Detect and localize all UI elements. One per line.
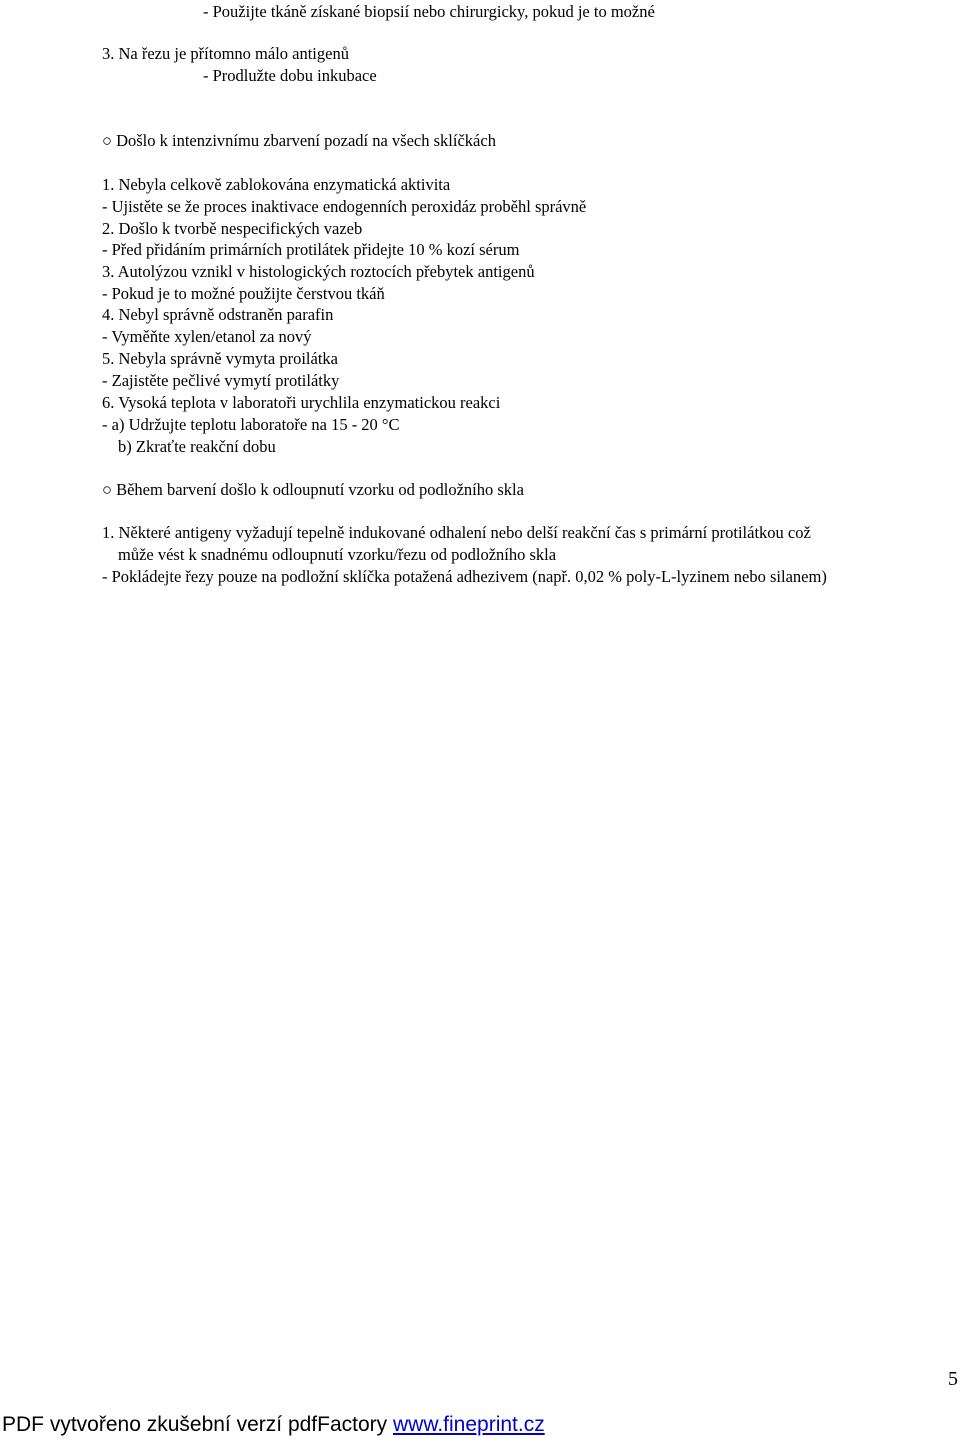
text-line: - Vyměňte xylen/etanol za nový (102, 327, 312, 346)
text-line: - Ujistěte se že proces inaktivace endogenních peroxidáz proběhl správně (102, 197, 587, 216)
text-line: - a) Udržujte teplotu laboratoře na 15 - 20 °C (102, 415, 400, 434)
text-line: 2. Došlo k tvorbě nespecifických vazeb (102, 219, 363, 238)
text-line: - Pokud je to možné použijte čerstvou tkáň (102, 284, 385, 303)
text-line: - Prodlužte dobu inkubace (203, 66, 377, 85)
text-line: - Použijte tkáně získané biopsií nebo chirurgicky, pokud je to možné (203, 2, 655, 21)
text-line: 5. Nebyla správně vymyta proilátka (102, 349, 338, 368)
text-line: - Před přidáním primárních protilátek přidejte 10 % kozí sérum (102, 240, 520, 259)
text-line: může vést k snadnému odloupnutí vzorku/řezu od podložního skla (118, 545, 557, 564)
footer-text: PDF vytvořeno zkušební verzí pdfFactory (2, 1413, 393, 1436)
text-line: - Pokládejte řezy pouze na podložní sklíčka potažená adhezivem (např. 0,02 % poly-L-lyzinem nebo silanem) (102, 567, 827, 586)
footer (2, 1413, 545, 1437)
footer-link[interactable]: www.fineprint.cz (392, 1413, 545, 1436)
text-line: 6. Vysoká teplota v laboratoři urychlila enzymatickou reakci (102, 393, 501, 412)
section-heading: ○ Během barvení došlo k odloupnutí vzorku od podložního skla (102, 480, 524, 499)
text-line: 3. Autolýzou vznikl v histologických roztocích přebytek antigenů (102, 262, 535, 281)
text-line: 4. Nebyl správně odstraněn parafin (102, 305, 334, 324)
text-line: 1. Nebyla celkově zablokována enzymatická aktivita (102, 175, 451, 194)
page-number: 5 (948, 1368, 958, 1390)
text-line: 3. Na řezu je přítomno málo antigenů (102, 44, 349, 63)
text-line: 1. Některé antigeny vyžadují tepelně indukované odhalení nebo delší reakční čas s primární protilátkou což (102, 523, 811, 542)
text-line: - Zajistěte pečlivé vymytí protilátky (102, 371, 340, 390)
section-heading: ○ Došlo k intenzivnímu zbarvení pozadí na všech sklíčkách (102, 131, 496, 150)
text-line: b) Zkraťte reakční dobu (118, 437, 276, 456)
